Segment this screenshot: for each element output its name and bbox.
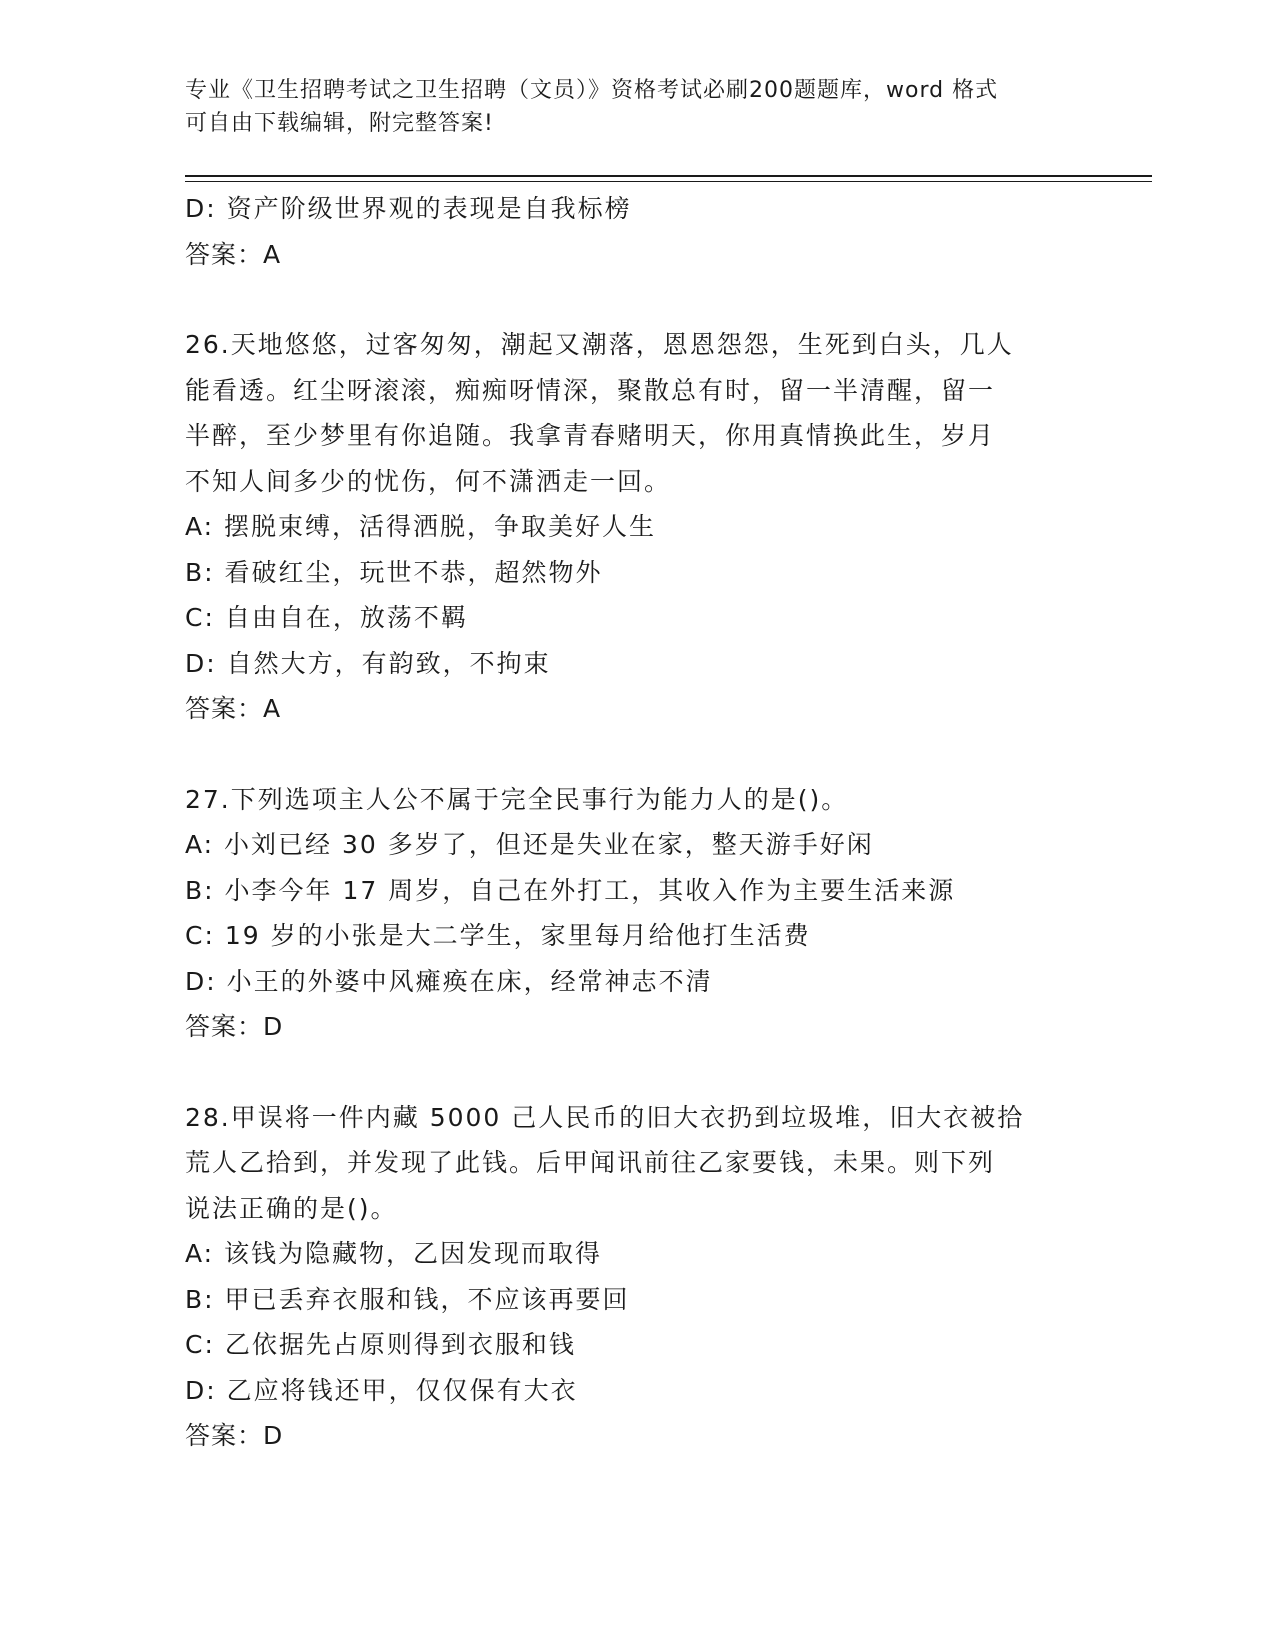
answer-line: 答案：D	[185, 1012, 284, 1041]
document-body	[185, 186, 1105, 1459]
option-b: B: 甲已丢弃衣服和钱，不应该再要回	[185, 1284, 630, 1314]
answer-line: 答案：A	[185, 239, 282, 269]
question-stem-line: 26.天地悠悠，过客匆匆，潮起又潮落，恩恩怨怨，生死到白头，几人	[185, 330, 1014, 359]
option-b: B: 看破红尘，玩世不恭，超然物外	[185, 557, 603, 587]
header-divider-thick	[185, 175, 1152, 177]
question-stem-line: 27.下列选项主人公不属于完全民事行为能力人的是()。	[185, 784, 849, 814]
option-d: D: 自然大方，有韵致，不拘束	[185, 648, 551, 678]
option-a: A: 小刘已经 30 多岁了，但还是失业在家，整天游手好闲	[185, 830, 874, 859]
answer-line: 答案：A	[185, 694, 282, 723]
header-line-2: 可自由下载编辑，附完整答案!	[185, 111, 494, 136]
option-c: C: 自由自在，放荡不羁	[185, 603, 468, 632]
question-stem-line: 28.甲误将一件内藏 5000 己人民币的旧大衣扔到垃圾堆，旧大衣被拾	[185, 1102, 1025, 1132]
option-a: A: 摆脱束缚，活得洒脱，争取美好人生	[185, 512, 657, 541]
header-line-1: 专业《卫生招聘考试之卫生招聘（文员）》资格考试必刷200题题库，word 格式	[185, 78, 999, 103]
option-d: D: 资产阶级世界观的表现是自我标榜	[185, 194, 632, 223]
header-divider-thin	[185, 181, 1152, 182]
option-d: D: 乙应将钱还甲，仅仅保有大衣	[185, 1375, 578, 1405]
option-c: C: 乙依据先占原则得到衣服和钱	[185, 1330, 576, 1359]
option-d: D: 小王的外婆中风瘫痪在床，经常神志不清	[185, 966, 713, 996]
question-stem-line: 半醉，至少梦里有你追随。我拿青春赌明天，你用真情换此生，岁月	[185, 421, 996, 450]
document-header	[185, 74, 1065, 140]
option-c: C: 19 岁的小张是大二学生，家里每月给他打生活费	[185, 921, 811, 950]
prev-question-tail	[185, 186, 1105, 277]
question-26	[185, 322, 1105, 732]
question-stem-line: 不知人间多少的忧伤，何不潇洒走一回。	[185, 466, 672, 496]
option-a: A: 该钱为隐藏物，乙因发现而取得	[185, 1239, 603, 1268]
answer-line: 答案：D	[185, 1421, 284, 1450]
question-stem-line: 说法正确的是()。	[185, 1193, 398, 1223]
question-stem-line: 荒人乙拾到，并发现了此钱。后甲闻讯前往乙家要钱，未果。则下列	[185, 1148, 996, 1177]
question-stem-line: 能看透。红尘呀滚滚，痴痴呀情深，聚散总有时，留一半清醒，留一	[185, 375, 996, 405]
question-28	[185, 1095, 1105, 1459]
question-27	[185, 777, 1105, 1050]
option-b: B: 小李今年 17 周岁，自己在外打工，其收入作为主要生活来源	[185, 875, 956, 905]
